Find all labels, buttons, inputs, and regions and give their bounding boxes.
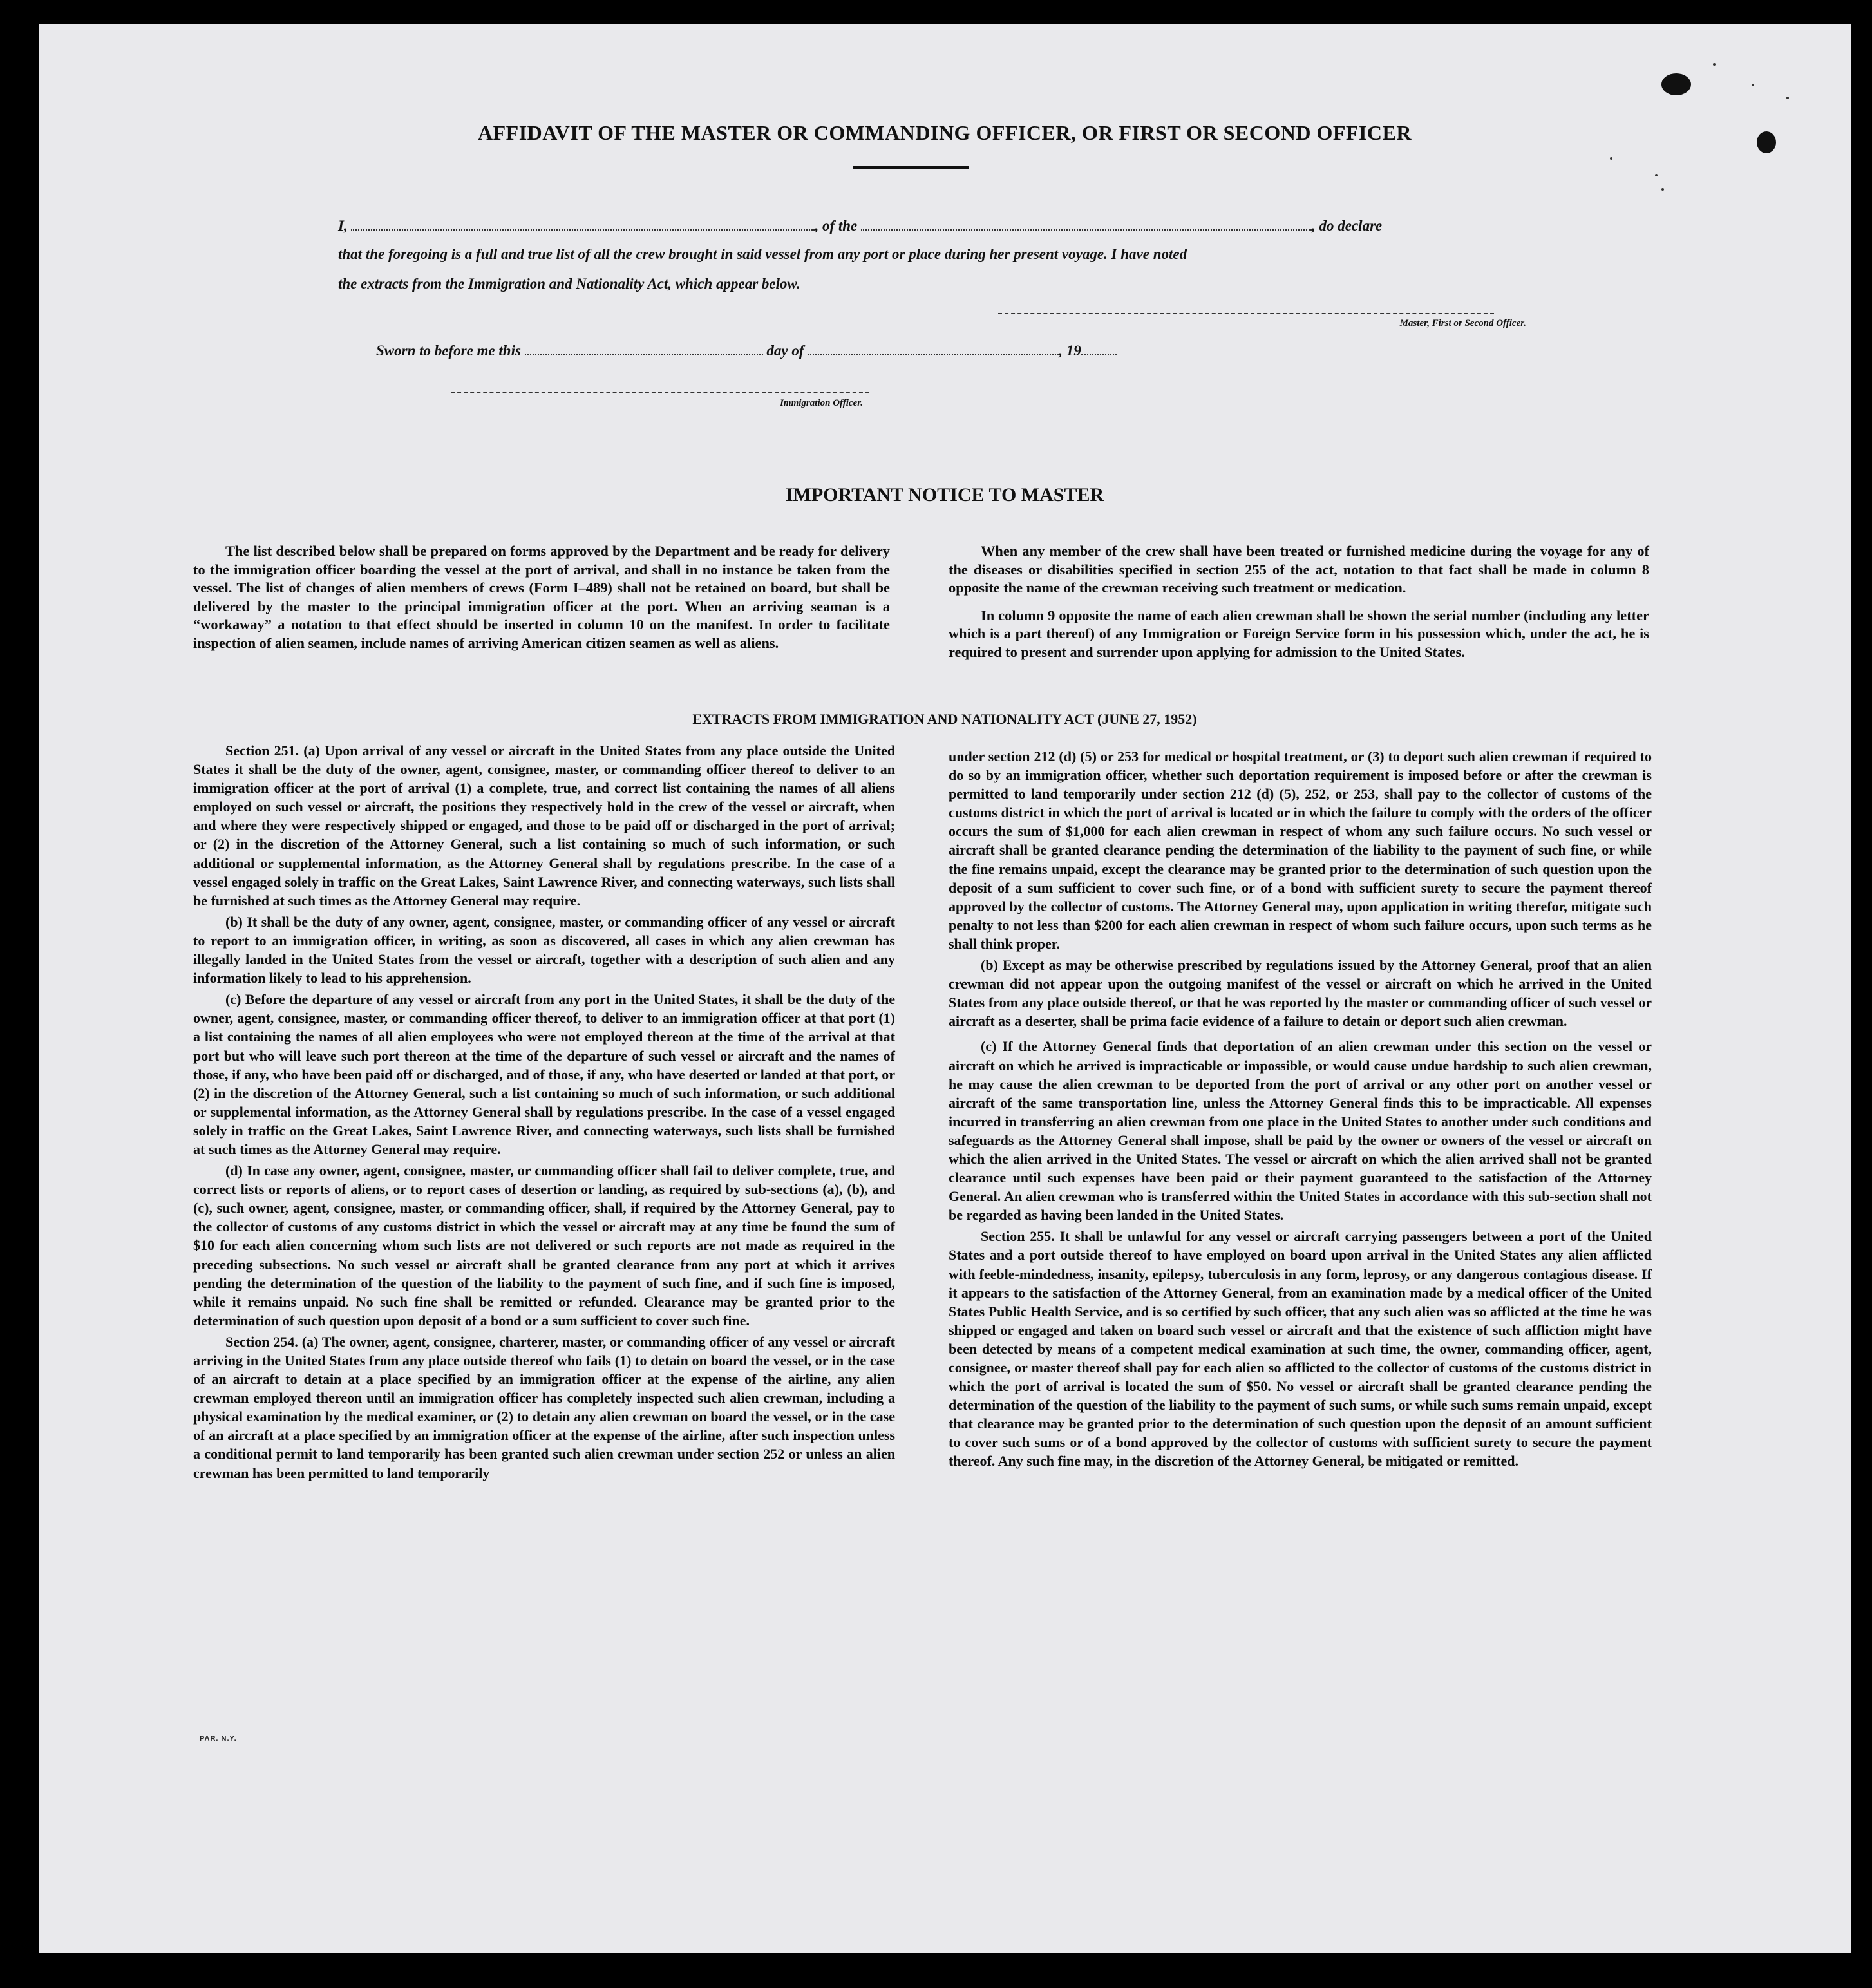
- day-of-label: day of: [766, 343, 804, 359]
- section-254a: Section 254. (a) The owner, agent, consignee, charterer, master, or commanding officer of any vessel or aircraft arriving in the United States from any place outside thereof who fails (1) to detain on board the vessel, or in the case of an aircraft to detain at a place specified by an immigration officer at the expense of the airline, any alien crewman employed thereon until an immigration officer has completely inspected such alien crewman, including a physical examination by the medical examiner, or (2) to detain any alien crewman on board the vessel, or in the case of an aircraft at a place specified by an immigration officer at the expense of the airline, after such inspection unless a conditional permit to land temporarily has been granted such alien crewman under section 252 or unless an alien crewman has been permitted to land temporarily: [193, 1333, 895, 1481]
- sworn-label: Sworn to before me this: [376, 343, 521, 359]
- section-251c: (c) Before the departure of any vessel or aircraft from any port in the United States, it shall be the duty of the owner, agent, consignee, master, or commanding officer thereof, to deliver to an immigration officer at that port (1) a list containing the names of all alien employees who were not employed thereon at the time of the arrival at that port but who will leave such port thereon at the time of the departure of such vessel or aircraft and the names of those, if any, who have been paid off or discharged, and of those, if any, who have deserted or landed at that port, or (2) in the discretion of the Attorney General, such a list containing so much of such information, or such additional or supplemental information, as the Attorney General shall by regulations prescribe. In the case of a vessel engaged solely in traffic on the Great Lakes, Saint Lawrence River, and connecting waterways, such lists shall be furnished at such times as the Attorney General may require.: [193, 991, 895, 1157]
- officer-signature-label: Immigration Officer.: [780, 398, 863, 408]
- month-blank[interactable]: [808, 341, 1059, 355]
- title-underline: [853, 166, 969, 169]
- scan-speck: [1752, 84, 1754, 86]
- master-signature-label: Master, First or Second Officer.: [1399, 318, 1526, 328]
- notice-right-paragraph: In column 9 opposite the name of each alien crewman shall be shown the serial number (including any letter which is a part thereof) of any Immigration or Foreign Service form in his possession which, under the act, he is required to present and surrender upon applying for admission to the United States.: [949, 607, 1649, 660]
- extracts-right-column: [949, 747, 1652, 1471]
- notice-left-paragraph: The list described below shall be prepared on forms approved by the Department and be ready for delivery to the immigration officer boarding the vessel at the port of arrival, and shall in no instance be taken from the vessel. The list of changes of alien members of crews (Form I–489) shall not be retained on board, but shall be delivered by the master to the principal immigration officer at the port. When an arriving seaman is a “workaway” a notation to that effect should be inserted in column 10 on the manifest. In order to facilitate inspection of alien seamen, include names of arriving American citizen seamen as well as aliens.: [193, 543, 890, 651]
- notice-right-paragraph: When any member of the crew shall have been treated or furnished medicine during the voyage for any of the diseases or disabilities specified in section 255 of the act, notation to that fact shall be made in column 8 opposite the name of the crewman receiving such treatment or medication.: [949, 543, 1649, 596]
- scan-speck: [1713, 63, 1716, 66]
- printer-mark: PAR. N.Y.: [200, 1735, 237, 1743]
- section-254a-continued: under section 212 (d) (5) or 253 for medical or hospital treatment, or (3) to deport such alien crewman if required to do so by an immigration officer, whether such deportation requirement is imposed before or after the crewman is permitted to land temporarily under section 212 (d) (5), 252, or 253, shall pay to the collector of customs of the customs district in which the port of arrival is located or in which the failure to comply with the orders of the officer occurs the sum of $1,000 for each alien crewman in respect of whom any such failure occurs. No such vessel or aircraft shall be granted clearance pending the determination of the liability to the payment of such fine, or while the fine remains unpaid, except the clearance may be granted prior to the determination of such question upon the deposit of a sum sufficient to cover such fine, or of a bond with sufficient surety to secure the payment thereof approved by the collector of customs. The Attorney General may, upon application in writing therefor, mitigate such penalty to not less than $200 for each alien crewman in respect of whom such failure occurs, upon such terms as he shall think proper.: [949, 748, 1652, 952]
- declaration-line-2: that the foregoing is a full and true list of all the crew brought in said vessel from any port or place during her present voyage. I have noted: [338, 246, 1187, 262]
- document-page: [39, 24, 1851, 1953]
- section-255: Section 255. It shall be unlawful for any vessel or aircraft carrying passengers between a port of the United States and a port outside thereof to have employed on board upon arrival in the United States any alien afflicted with feeble-mindedness, insanity, epilepsy, tuberculosis in any form, leprosy, or any dangerous contagious disease. If it appears to the satisfaction of the Attorney General, from an examination made by a medical officer of the United States Public Health Service, and is so certified by such officer, that any such alien was so afflicted at the time he was shipped or engaged and taken on board such vessel or aircraft and that the existence of such affliction might have been detected by means of a competent medical examination at such time, the owner, commanding officer, agent, consignee, or master thereof shall pay for each alien so afflicted to the collector of customs of the customs district in which the port of arrival is located the sum of $50. No vessel or aircraft shall be granted clearance pending the determination of the question of the liability to the payment of such sums, or while such sums remain unpaid, except that clearance may be granted prior to the determination of such question upon the deposit of an amount sufficient to cover such sums or of a bond approved by the collector of customs with sufficient surety to secure the payment thereof. Any such fine may, in the discretion of the Attorney General, be mitigated or remitted.: [949, 1228, 1652, 1470]
- notice-right-column: [949, 542, 1649, 662]
- day-blank[interactable]: [525, 341, 763, 355]
- sworn-line: [376, 341, 1342, 359]
- section-254c: (c) If the Attorney General finds that deportation of an alien crewman under this section on the vessel or aircraft on which he arrived is impracticable or impossible, or would cause undue hardship to such alien crewman, he may cause the alien crewman to be deported from the port of arrival or any other port on another vessel or aircraft of the same transportation line, unless the Attorney General finds this to be impracticable. All expenses incurred in transferring an alien crewman from one place in the United States to another under such conditions and safeguards as the Attorney General shall impose, shall be paid by the owner or owners of the vessel or aircraft on which the alien arrived in the United States. The vessel or aircraft on which the alien arrived shall not be granted clearance until such expenses have been paid or their payment guaranteed to the satisfaction of the Attorney General. An alien crewman who is transferred within the United States in accordance with this sub-section shall not be regarded as having been landed in the United States.: [949, 1038, 1652, 1224]
- name-blank[interactable]: [351, 216, 815, 231]
- notice-heading: IMPORTANT NOTICE TO MASTER: [785, 484, 1104, 506]
- affidavit-title: AFFIDAVIT OF THE MASTER OR COMMANDING OFFICER, OR FIRST OR SECOND OFFICER: [478, 121, 1412, 144]
- officer-signature-line[interactable]: [451, 392, 869, 393]
- year-label: , 19: [1059, 343, 1081, 359]
- master-signature-line[interactable]: [998, 313, 1494, 314]
- extracts-heading: EXTRACTS FROM IMMIGRATION AND NATIONALITY ACT (JUNE 27, 1952): [692, 711, 1197, 727]
- vessel-blank[interactable]: [861, 216, 1312, 231]
- declaration-line-3: the extracts from the Immigration and Nationality Act, which appear below.: [338, 276, 800, 292]
- section-251a: Section 251. (a) Upon arrival of any vessel or aircraft in the United States from any place outside the United States it shall be the duty of the owner, agent, consignee, master, or commanding officer thereof to deliver to an immigration officer at the port of arrival (1) a complete, true, and correct list containing the names of all aliens employed on such vessel or aircraft, the positions they respectively hold in the crew of the vessel or aircraft, when and where they were respectively shipped or engaged, and those to be paid off or discharged in the port of arrival; or (2) in the discretion of the Attorney General, such a list containing so much of such information, or such additional or supplemental information, as the Attorney General shall by regulations prescribe. In the case of a vessel engaged solely in traffic on the Great Lakes, Saint Lawrence River, and connecting waterways, such lists shall be furnished at such times as the Attorney General may require.: [193, 743, 895, 909]
- scan-speck: [1655, 174, 1658, 176]
- i-label: I,: [338, 218, 348, 234]
- year-blank[interactable]: [1081, 341, 1117, 355]
- section-254b: (b) Except as may be otherwise prescribed by regulations issued by the Attorney General, proof that an alien crewman did not appear upon the outgoing manifest of the vessel or aircraft on which he arrived in the United States from any place outside thereof, or that he was reported by the master or commanding officer of such vessel or aircraft as a deserter, shall be prima facie evidence of a failure to detain or deport such alien crewman.: [949, 957, 1652, 1030]
- scan-speck: [1661, 188, 1664, 191]
- section-251d: (d) In case any owner, agent, consignee, master, or commanding officer shall fail to deliver complete, true, and correct lists or reports of aliens, or to report cases of desertion or landing, as required by sub-sections (a), (b), and (c), such owner, agent, consignee, master, or commanding officer, shall, if required by the Attorney General, pay to the collector of customs of any customs district in which the vessel or aircraft may at any time be found the sum of $10 for each alien concerning whom such lists are not delivered or such reports are not made as required in the preceding subsections. No such vessel or aircraft shall be granted clearance from any port at which it arrives pending the determination of the question of the liability to the payment of such fine, and if such fine is imposed, while it remains unpaid. No such fine shall be remitted or refunded. Clearance may be granted prior to the determination of such question upon deposit of a bond or a sum sufficient to cover such fine.: [193, 1162, 895, 1329]
- notice-left-column: [193, 542, 890, 653]
- extracts-left-column: [193, 741, 895, 1482]
- scan-speck: [1786, 97, 1789, 99]
- section-251b: (b) It shall be the duty of any owner, agent, consignee, master, or commanding officer of any vessel or aircraft to report to an immigration officer, in writing, as soon as discovered, all cases in which any alien crewman has illegally landed in the United States from the vessel or aircraft, together with a description of such alien and any information likely to lead to his apprehension.: [193, 913, 895, 987]
- declaration-line-1: [338, 216, 1536, 234]
- scan-speck: [1610, 157, 1612, 160]
- ink-blot: [1661, 73, 1691, 95]
- of-the-label: , of the: [815, 218, 858, 234]
- do-declare-label: , do declare: [1312, 218, 1383, 234]
- ink-blot: [1757, 131, 1776, 153]
